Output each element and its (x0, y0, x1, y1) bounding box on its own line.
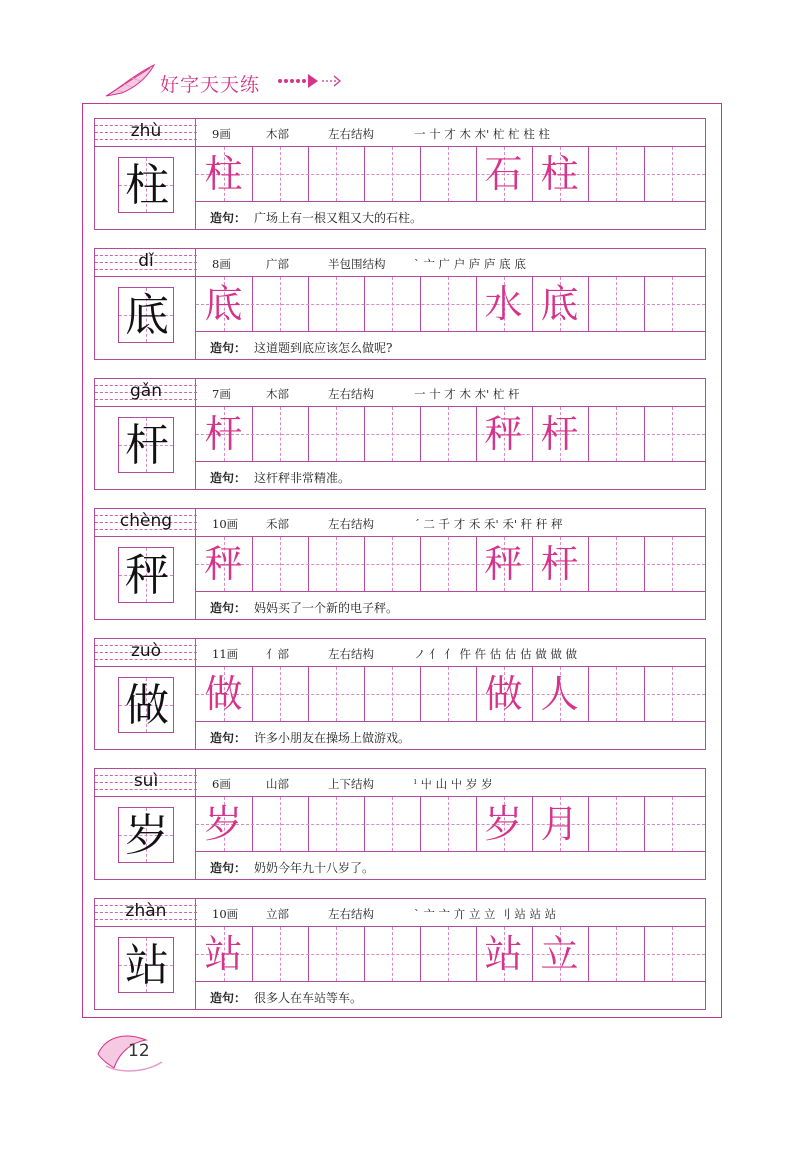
info-structure: 左右结构 (328, 647, 374, 661)
practice-character: 月 (540, 802, 579, 846)
practice-grid (196, 146, 706, 202)
pinyin-band (95, 639, 197, 667)
practice-character: 岁 (204, 802, 243, 846)
practice-character: 秤 (484, 412, 523, 456)
model-character: 秤 (125, 550, 169, 601)
info-structure: 半包围结构 (328, 257, 386, 271)
sentence-text: 广场上有一根又粗又大的石柱。 (254, 211, 423, 225)
example-sentence (196, 852, 706, 880)
character-cell (94, 768, 196, 880)
info-strokes: 9画 (212, 127, 231, 141)
info-strokes: 11画 (212, 647, 239, 661)
practice-character: 立 (540, 932, 579, 976)
info-radical: 木部 (266, 387, 289, 401)
sentence-label: 造句： (210, 211, 247, 225)
pinyin-band (95, 899, 197, 927)
practice-character: 柱 (204, 152, 243, 196)
character-cell (94, 638, 196, 750)
character-cell (94, 248, 196, 360)
pinyin: zhù (130, 121, 162, 141)
info-radical: 禾部 (266, 517, 289, 531)
practice-grid (196, 536, 706, 592)
sentence-label: 造句： (210, 601, 247, 615)
practice-character: 秤 (484, 542, 523, 586)
info-strokes: 6画 (212, 777, 231, 791)
character-box (118, 937, 174, 993)
sentence-text: 这道题到底应该怎么做呢? (254, 341, 393, 355)
page-title: 好字天天练 (160, 74, 261, 96)
info-order: ˊ 二 千 才 禾 禾' 禾' 秆 秆 秤 (414, 517, 563, 531)
practice-character: 杆 (204, 412, 243, 456)
sentence-label: 造句： (210, 861, 247, 875)
info-order: 一 十 才 木 木' 杧 杆 (414, 387, 520, 401)
pinyin: dǐ (138, 251, 154, 271)
practice-grid (196, 926, 706, 982)
sentence-text: 奶奶今年九十八岁了。 (254, 861, 375, 875)
pinyin-band (95, 769, 197, 797)
example-sentence (196, 332, 706, 360)
info-radical: 山部 (266, 777, 289, 791)
pinyin: zhàn (125, 901, 167, 921)
character-info (196, 248, 706, 276)
practice-character: 底 (540, 282, 579, 326)
character-cell (94, 508, 196, 620)
example-sentence (196, 592, 706, 620)
info-order: ノ 亻 亻 仵 仵 估 估 估 做 做 做 (414, 647, 578, 661)
character-entry (94, 118, 706, 230)
pinyin: suì (133, 771, 159, 791)
character-info (196, 898, 706, 926)
practice-grid (196, 666, 706, 722)
pinyin-band (95, 379, 197, 407)
practice-character: 柱 (540, 152, 579, 196)
info-order: ` 亠 广 户 庐 庐 底 底 (414, 257, 526, 271)
pinyin-band (95, 119, 197, 147)
info-radical: 立部 (266, 907, 289, 921)
character-entry (94, 768, 706, 880)
character-info (196, 508, 706, 536)
character-cell (94, 378, 196, 490)
model-character: 做 (125, 680, 169, 731)
practice-character: 杆 (540, 412, 579, 456)
example-sentence (196, 462, 706, 490)
info-order: ˡ 屮 山 屮 岁 岁 (414, 777, 493, 791)
sentence-label: 造句： (210, 471, 247, 485)
character-entry (94, 898, 706, 1010)
practice-grid (196, 406, 706, 462)
info-strokes: 10画 (212, 907, 239, 921)
character-box (118, 677, 174, 733)
info-order: 一 十 才 木 木' 杧 杧 柱 柱 (414, 127, 550, 141)
character-entry (94, 248, 706, 360)
info-radical: 广部 (266, 257, 289, 271)
practice-grid (196, 276, 706, 332)
practice-character: 做 (484, 672, 523, 716)
character-entry (94, 638, 706, 750)
info-radical: 木部 (266, 127, 289, 141)
practice-character: 做 (204, 672, 243, 716)
pinyin: gǎn (130, 381, 162, 401)
character-entry (94, 508, 706, 620)
example-sentence (196, 982, 706, 1010)
practice-character: 站 (204, 932, 243, 976)
practice-character: 人 (540, 672, 579, 716)
character-box (118, 287, 174, 343)
info-structure: 左右结构 (328, 517, 374, 531)
practice-character: 站 (484, 932, 523, 976)
info-strokes: 8画 (212, 257, 231, 271)
sentence-text: 很多人在车站等车。 (254, 991, 363, 1005)
model-character: 站 (125, 940, 169, 991)
pinyin: zuò (130, 641, 162, 661)
info-strokes: 7画 (212, 387, 231, 401)
info-structure: 左右结构 (328, 387, 374, 401)
character-box (118, 807, 174, 863)
character-info (196, 118, 706, 146)
info-order: ` 亠 亠 亣 立 立 刂 站 站 站 (414, 907, 557, 921)
pinyin: chèng (119, 511, 173, 531)
practice-character: 水 (484, 282, 523, 326)
practice-character: 岁 (484, 802, 523, 846)
character-info (196, 638, 706, 666)
quill-icon (102, 62, 160, 100)
info-strokes: 10画 (212, 517, 239, 531)
pinyin-band (95, 249, 197, 277)
character-box (118, 157, 174, 213)
practice-grid (196, 796, 706, 852)
practice-character: 秤 (204, 542, 243, 586)
sentence-label: 造句： (210, 991, 247, 1005)
sentence-text: 许多小朋友在操场上做游戏。 (254, 731, 411, 745)
sentence-text: 妈妈买了一个新的电子秤。 (254, 601, 399, 615)
model-character: 杆 (125, 420, 169, 471)
character-box (118, 547, 174, 603)
character-box (118, 417, 174, 473)
example-sentence (196, 202, 706, 230)
character-cell (94, 118, 196, 230)
info-structure: 上下结构 (328, 777, 374, 791)
page-header (100, 62, 400, 102)
sentence-text: 这杆秤非常精准。 (254, 471, 351, 485)
arrow-icon (276, 68, 346, 94)
example-sentence (196, 722, 706, 750)
page-number: 12 (128, 1041, 150, 1061)
model-character: 底 (125, 290, 169, 341)
model-character: 岁 (125, 810, 169, 861)
character-info (196, 378, 706, 406)
practice-character: 石 (484, 152, 523, 196)
info-structure: 左右结构 (328, 127, 374, 141)
practice-character: 杆 (540, 542, 579, 586)
character-info (196, 768, 706, 796)
info-structure: 左右结构 (328, 907, 374, 921)
character-cell (94, 898, 196, 1010)
character-entry (94, 378, 706, 490)
pinyin-band (95, 509, 197, 537)
page-footer (96, 1028, 186, 1078)
sentence-label: 造句： (210, 731, 247, 745)
sentence-label: 造句： (210, 341, 247, 355)
info-radical: 亻部 (266, 647, 289, 661)
model-character: 柱 (125, 160, 169, 211)
practice-character: 底 (204, 282, 243, 326)
